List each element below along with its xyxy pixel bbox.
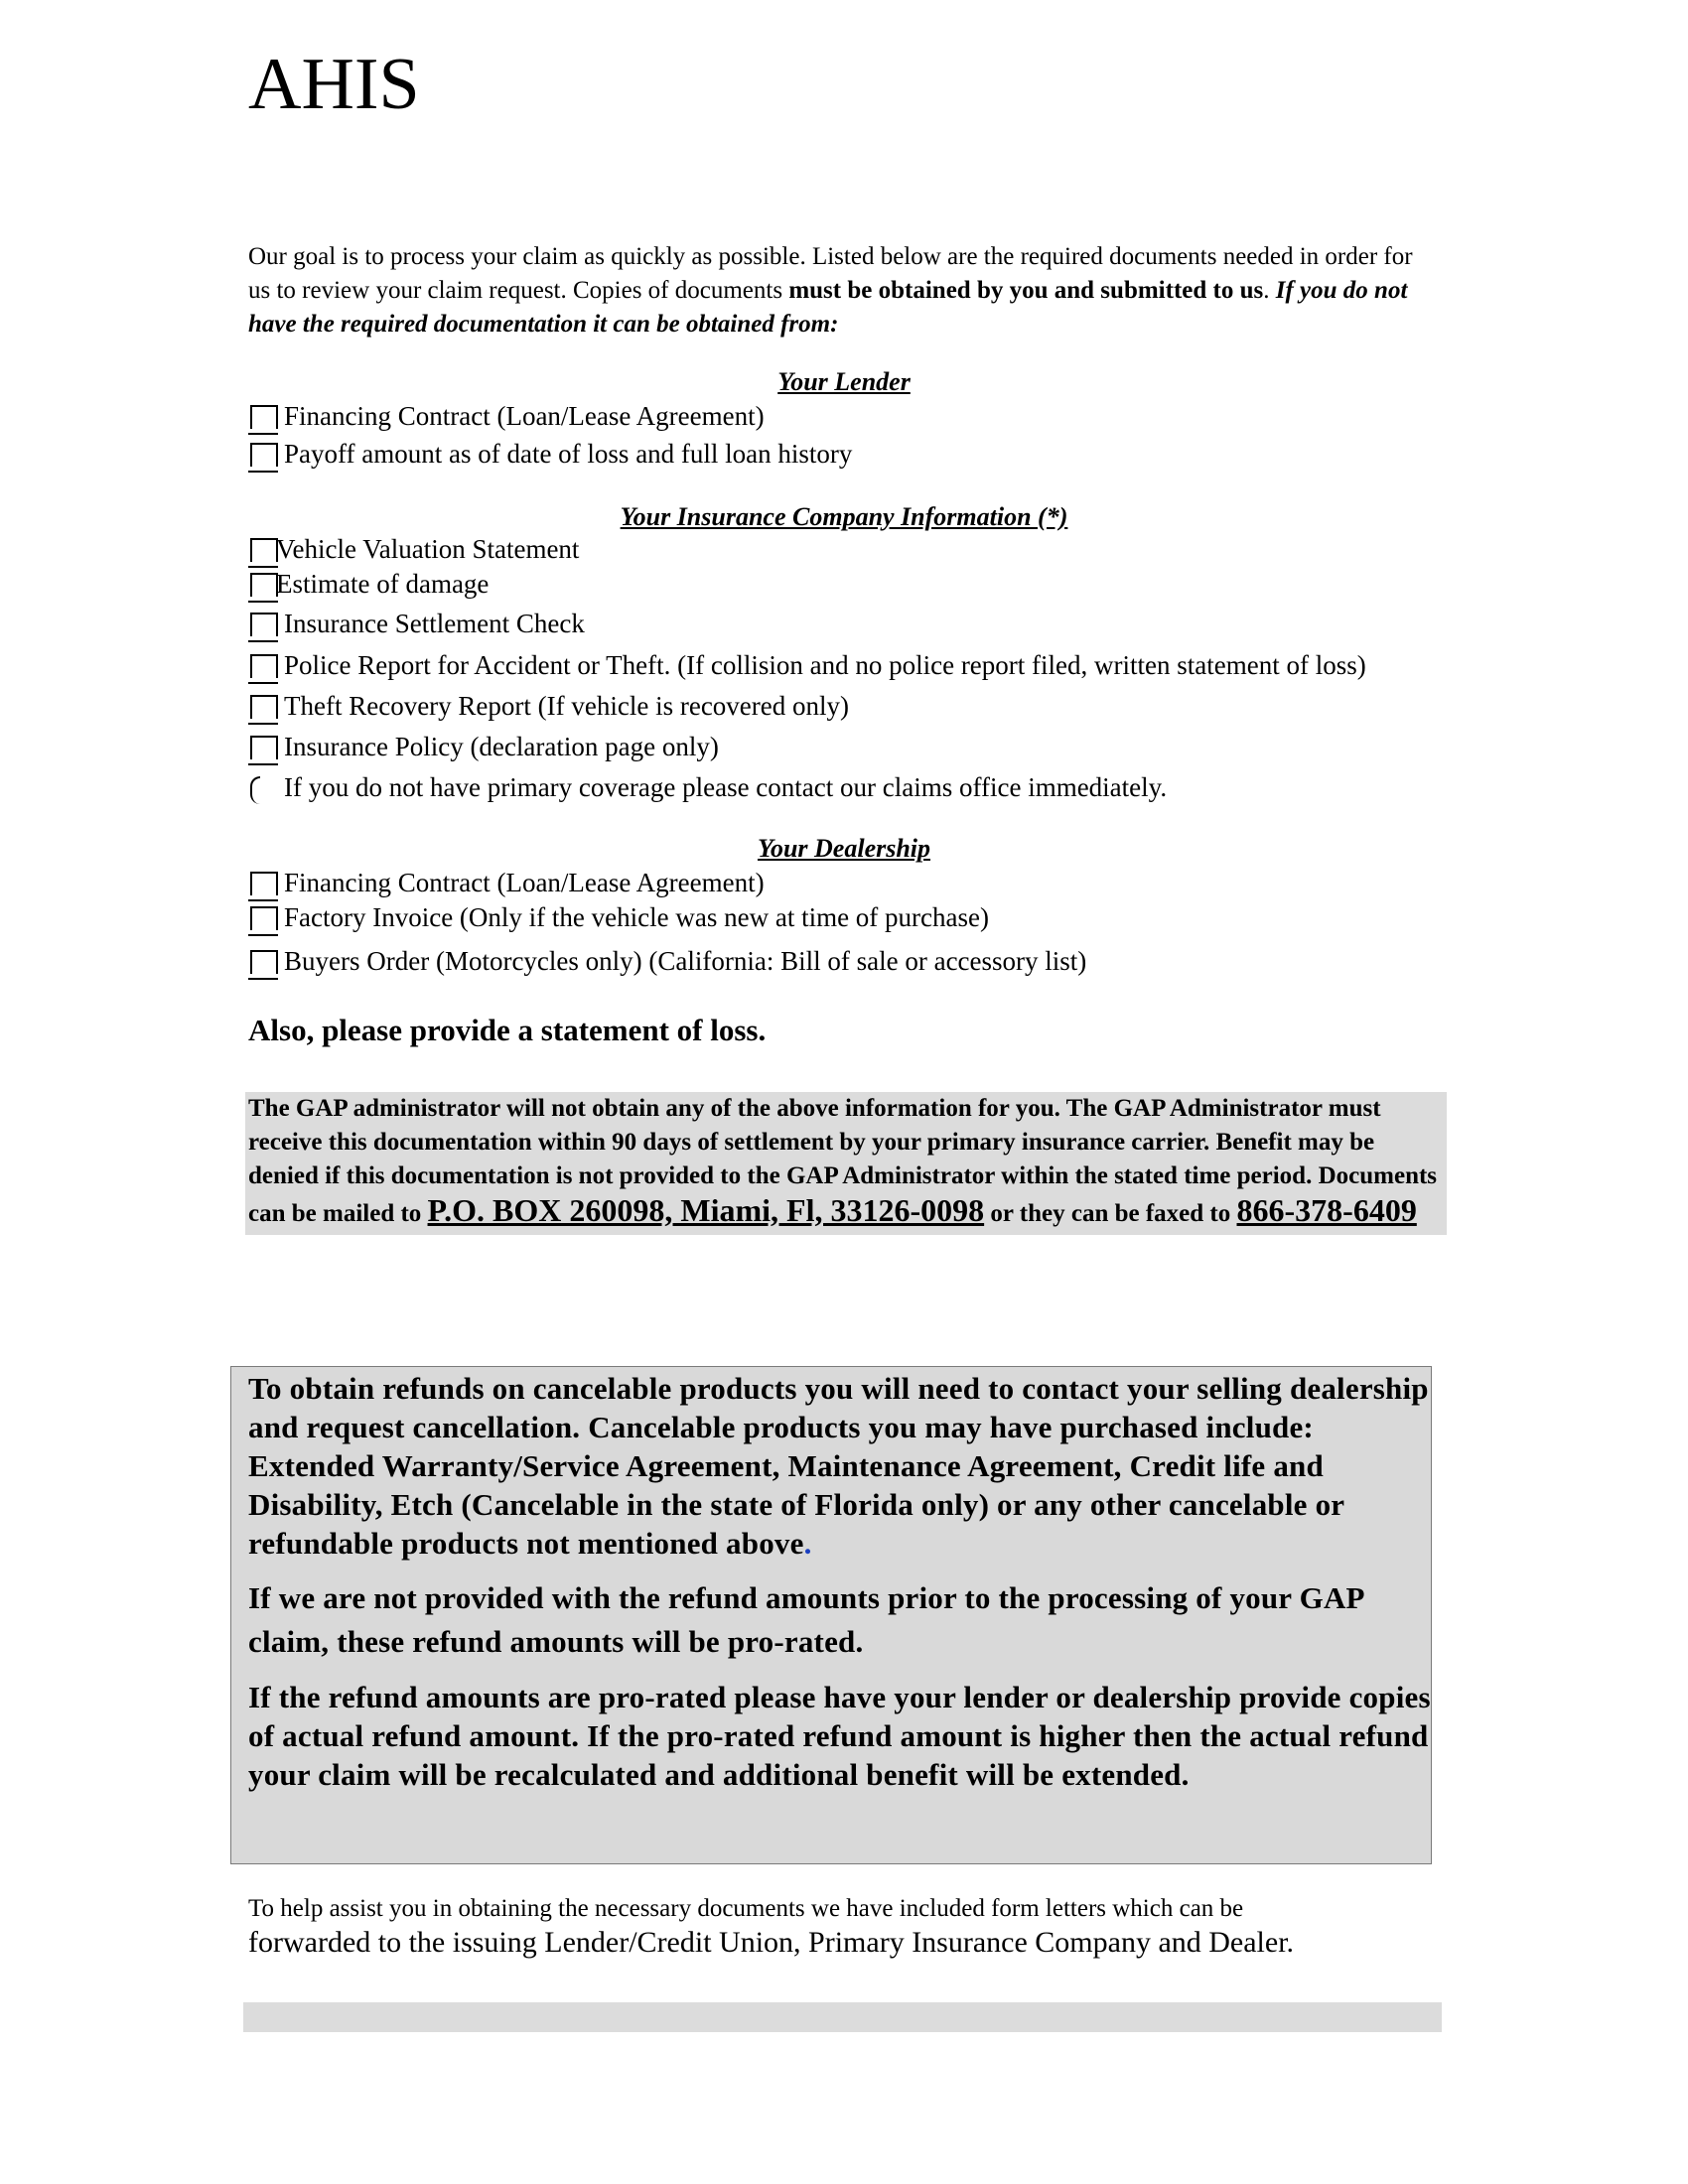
checkbox-icon[interactable] bbox=[248, 870, 276, 897]
insurance-item-label: Estimate of damage bbox=[276, 569, 490, 599]
insurance-item-label: Police Report for Accident or Theft. (If collision and no police report filed, written statement of loss) bbox=[284, 650, 1366, 680]
lender-item-label: Payoff amount as of date of loss and full loan history bbox=[284, 439, 853, 469]
checkbox-icon[interactable] bbox=[248, 693, 276, 721]
intro-bold-italic: If you do not have the required documentation it can be obtained from: bbox=[248, 277, 1408, 338]
refund-period: . bbox=[803, 1526, 812, 1561]
checkbox-icon[interactable] bbox=[248, 904, 276, 932]
lender-heading: Your Lender bbox=[777, 367, 911, 396]
lender-item[interactable] bbox=[248, 437, 852, 471]
checkbox-icon[interactable] bbox=[248, 652, 276, 680]
insurance-item[interactable] bbox=[248, 689, 849, 723]
checkbox-icon[interactable] bbox=[248, 403, 276, 431]
lender-item[interactable] bbox=[248, 399, 765, 433]
refund-info-box bbox=[230, 1366, 1432, 1864]
fax-number: 866-378-6409 bbox=[1236, 1192, 1417, 1228]
insurance-item-label: Insurance Policy (declaration page only) bbox=[284, 732, 719, 761]
insurance-item-label: Theft Recovery Report (If vehicle is recovered only) bbox=[284, 691, 850, 721]
insurance-item[interactable] bbox=[248, 532, 579, 566]
dealership-item-label: Buyers Order (Motorcycles only) (California: Bill of sale or accessory list) bbox=[284, 946, 1087, 976]
intro-text: Our goal is to process your claim as quickly as possible. Listed below are the required documents needed in order for us to review your claim request. Copies of documents bbox=[248, 243, 1413, 304]
checkbox-icon[interactable] bbox=[248, 948, 276, 976]
checkbox-icon[interactable] bbox=[248, 536, 276, 564]
notice-text: The GAP administrator will not obtain any of the above information for you. The GAP Administrator must receive this documentation within 90 days of settlement by your primary insurance carrier. Benefit may be denied if this documentation is not provided to the GAP Administrator within the stated time period. Documents can be mailed to bbox=[248, 1095, 1438, 1227]
dealership-item-label: Financing Contract (Loan/Lease Agreement) bbox=[284, 868, 765, 897]
insurance-item[interactable] bbox=[248, 607, 585, 640]
dealership-item-label: Factory Invoice (Only if the vehicle was new at time of purchase) bbox=[284, 902, 989, 932]
insurance-item[interactable] bbox=[248, 730, 719, 763]
insurance-item-label: Vehicle Valuation Statement bbox=[276, 534, 580, 564]
checkbox-icon[interactable] bbox=[248, 441, 276, 469]
bracket-icon bbox=[248, 774, 276, 802]
lender-item-label: Financing Contract (Loan/Lease Agreement) bbox=[284, 401, 765, 431]
company-logo: AHIS bbox=[248, 44, 420, 125]
intro-bold: must be obtained by you and submitted to us bbox=[788, 277, 1264, 304]
refund-paragraph-1 bbox=[248, 1369, 1431, 1563]
dealership-item[interactable] bbox=[248, 944, 1086, 978]
refund-text: To obtain refunds on cancelable products you will need to contact your selling dealership and request cancellation. Cancelable products you may have purchased include: Extended Warranty/Service Agreement, Maintenance Agreement, Credit life and Disability, Etch (Cancelable in the state of Florida only) or any other cancelable or refundable products not mentioned above bbox=[248, 1371, 1429, 1561]
footer-bar bbox=[243, 2002, 1442, 2032]
intro-paragraph bbox=[248, 240, 1420, 341]
dealership-item[interactable] bbox=[248, 866, 765, 899]
checkbox-icon[interactable] bbox=[248, 734, 276, 761]
insurance-note bbox=[248, 770, 1167, 804]
insurance-note-label: If you do not have primary coverage please contact our claims office immediately. bbox=[284, 772, 1168, 802]
statement-of-loss-note: Also, please provide a statement of loss. bbox=[248, 1013, 767, 1047]
checkbox-icon[interactable] bbox=[248, 611, 276, 638]
intro-text-2: . bbox=[1263, 277, 1276, 304]
refund-paragraph-3: If the refund amounts are pro-rated please have your lender or dealership provide copies of actual refund amount. If the pro-rated refund amount is higher then the actual refund your claim will be recalculated and additional benefit will be extended. bbox=[248, 1680, 1431, 1792]
notice-text-2: or they can be faxed to bbox=[984, 1200, 1237, 1227]
checkbox-icon[interactable] bbox=[248, 571, 276, 599]
dealership-heading: Your Dealership bbox=[757, 834, 931, 863]
gap-notice-box bbox=[245, 1092, 1447, 1235]
help-line-1: To help assist you in obtaining the necessary documents we have included form letters which can be bbox=[248, 1895, 1244, 1922]
help-line-2: forwarded to the issuing Lender/Credit Union, Primary Insurance Company and Dealer. bbox=[248, 1926, 1295, 1959]
insurance-item-label: Insurance Settlement Check bbox=[284, 609, 585, 638]
help-paragraph bbox=[248, 1892, 1440, 1960]
mailing-address: P.O. BOX 260098, Miami, Fl, 33126-0098 bbox=[427, 1192, 985, 1228]
insurance-item[interactable] bbox=[248, 648, 1366, 682]
insurance-item[interactable] bbox=[248, 567, 489, 601]
insurance-heading: Your Insurance Company Information (*) bbox=[620, 502, 1068, 531]
dealership-item[interactable] bbox=[248, 900, 989, 934]
refund-paragraph-2: If we are not provided with the refund amounts prior to the processing of your GAP claim, these refund amounts will be pro-rated. bbox=[248, 1580, 1363, 1659]
